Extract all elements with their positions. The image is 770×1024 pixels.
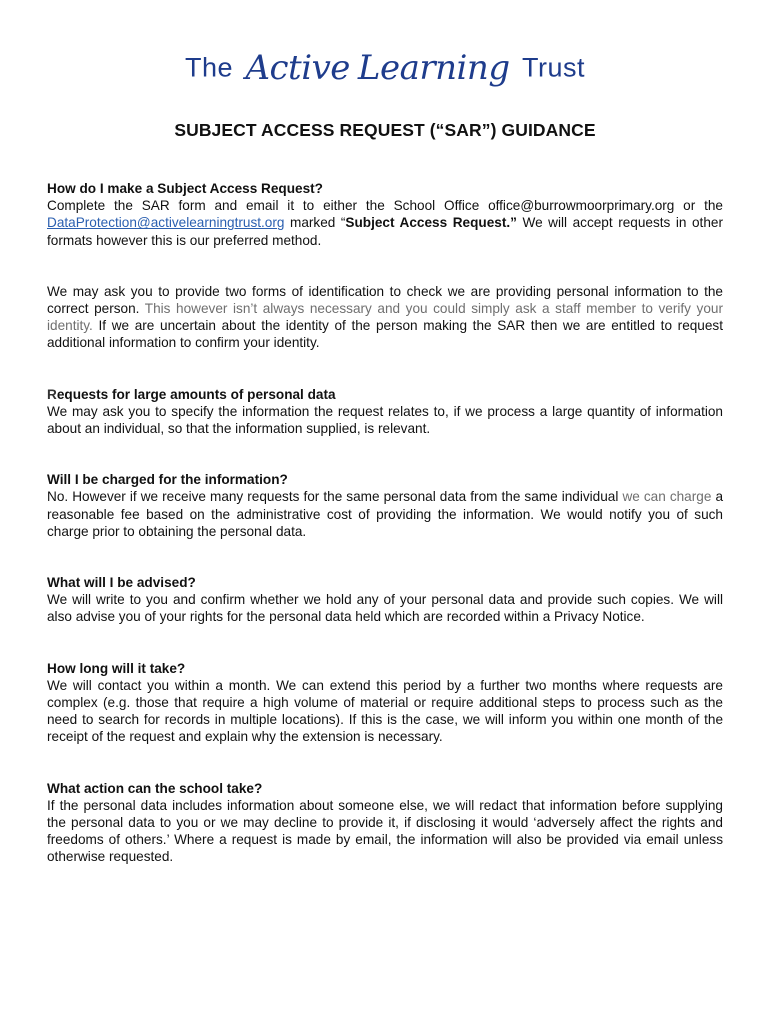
heading-advised: What will I be advised?	[47, 575, 196, 591]
identification-text-1: We may ask you to provide two forms of identification to check we are providing personal information to the correct person.	[47, 283, 723, 317]
data-protection-email-link[interactable]: DataProtection@activelearningtrust.org	[47, 215, 285, 231]
logo-word-the: The	[184, 52, 233, 83]
logo-word-active: Active	[245, 48, 350, 88]
identification-grey-text: This however isn’t always necessary and you could simply ask a staff member to verify your identity.	[47, 301, 723, 334]
charged-text-1: No. However if we receive many requests for the same personal data from the same individual	[47, 489, 619, 505]
logo-word-trust: Trust	[522, 52, 586, 83]
charged-text-2: a reasonable fee based on the administrative cost of providing the information. We would notify you of such charge prior to obtaining the personal data.	[47, 489, 723, 539]
heading-action: What action can the school take?	[47, 780, 263, 796]
paragraph-large-amounts: We may ask you to specify the information the request relates to, if we process a large quantity of information about an individual, so that the information supplied, is relevant.	[47, 403, 723, 437]
heading-make-request: How do I make a Subject Access Request?	[47, 181, 323, 196]
paragraph-identification	[47, 283, 723, 352]
document-body	[47, 180, 723, 866]
heading-charged: Will I be charged for the information?	[47, 472, 288, 488]
make-request-text-1: Complete the SAR form and email it to either the School Office office@burrowmoorprimary.org or the	[47, 198, 723, 214]
paragraph-charged	[47, 488, 723, 540]
heading-large-amounts	[47, 386, 723, 403]
heading-large-amounts-initial: R	[47, 386, 57, 402]
paragraph-advised: We will write to you and confirm whether we hold any of your personal data and provide such copies. We will also advise you of your rights for the personal data held which are recorded within a Privacy Notice.	[47, 592, 723, 625]
paragraph-how-long: We will contact you within a month. We can extend this period by a further two months where requests are complex (e.g. those that require a high volume of material or require additional steps to process such as the need to search for records in multiple locations). If this is the case, we will inform you within one month of the receipt of the request and explain why the extension is necessary.	[47, 677, 723, 745]
heading-large-amounts-rest: equests for large amounts of personal data	[56, 386, 336, 402]
trust-logo	[0, 48, 770, 110]
paragraph-make-request	[47, 197, 723, 249]
charged-grey-text: we can charge	[622, 489, 712, 505]
identification-text-2: If we are uncertain about the identity of the person making the SAR then we are entitled to request additional information to confirm your identity.	[47, 318, 724, 351]
logo-word-learning: Learning	[357, 48, 510, 88]
make-request-bold: Subject Access Request.”	[345, 215, 517, 231]
paragraph-action: If the personal data includes information about someone else, we will redact that information before supplying the personal data to you or we may decline to provide it, if disclosing it would ‘adversely affect the rights and freedoms of others.’ Where a request is made by email, the information will also be provided via email unless otherwise requested.	[47, 797, 723, 865]
make-request-text-3: We will accept requests in other formats however this is our preferred method.	[47, 215, 723, 248]
make-request-text-2: marked “	[290, 215, 346, 231]
heading-how-long: How long will it take?	[47, 660, 186, 676]
page-title: SUBJECT ACCESS REQUEST (“SAR”) GUIDANCE	[174, 120, 596, 140]
